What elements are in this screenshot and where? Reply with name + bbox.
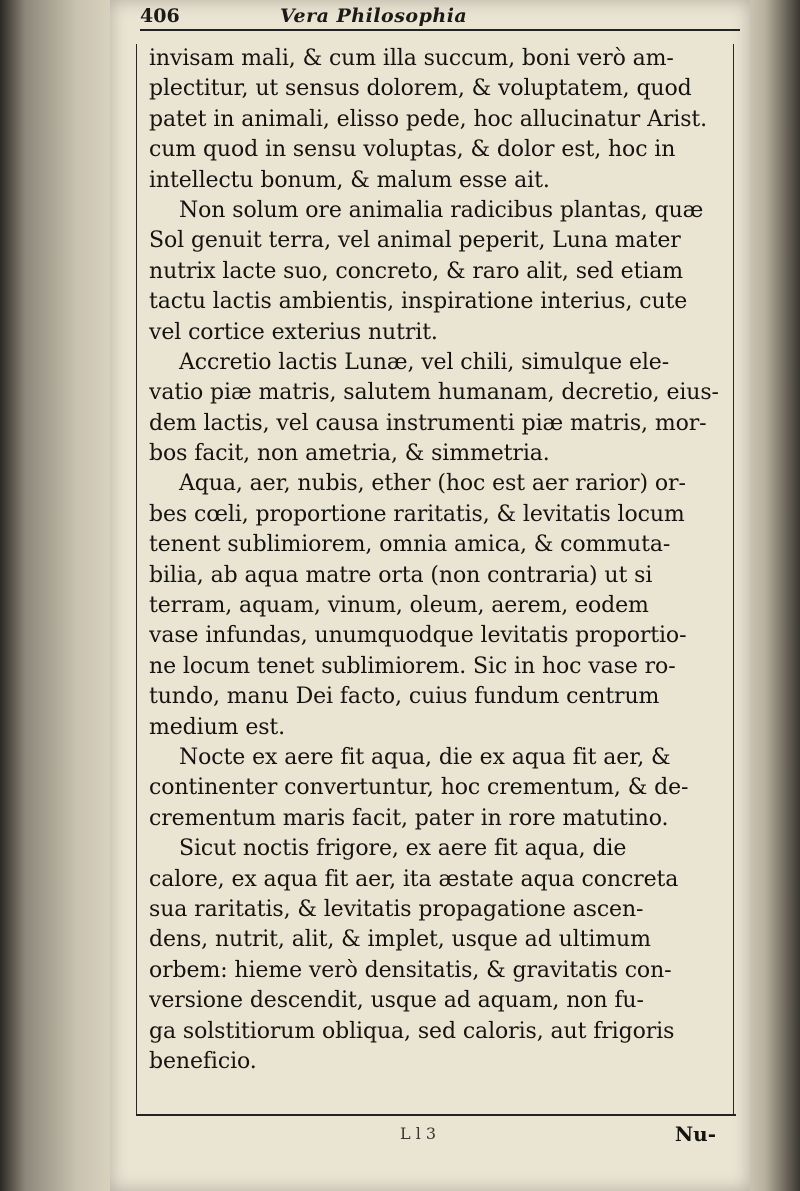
- text-line: invisam mali, & cum illa succum, boni verò am-: [149, 46, 674, 71]
- text-line: tenent sublimiorem, omnia amica, & commuta-: [149, 532, 671, 558]
- text-line: beneficio.: [149, 1048, 257, 1074]
- text-line: terram, aquam, vinum, oleum, aerem, eodem: [149, 593, 649, 619]
- running-header: [140, 5, 730, 27]
- text-line: cum quod in sensu voluptas, & dolor est, hoc in: [149, 137, 676, 163]
- paragraph-start-line: Accretio lactis Lunæ, vel chili, simulque ele-: [179, 349, 670, 375]
- text-line: bes cœli, proportione raritatis, & levitatis locum: [149, 501, 685, 527]
- text-line: calore, ex aqua fit aer, ita æstate aqua concreta: [149, 866, 679, 892]
- text-line: versione descendit, usque ad aquam, non fu-: [149, 988, 644, 1014]
- catchword: Nu-: [674, 1122, 716, 1146]
- text-line: vase infundas, unumquodque levitatis proportio-: [149, 623, 687, 649]
- text-line: bos facit, non ametria, & simmetria.: [149, 441, 550, 467]
- text-frame: [136, 44, 734, 1114]
- text-line: dem lactis, vel causa instrumenti piæ matris, mor-: [149, 410, 707, 436]
- text-line: plectitur, ut sensus dolorem, & voluptatem, quod: [149, 76, 692, 102]
- text-body: [149, 44, 725, 1077]
- book-page: [110, 0, 750, 1191]
- footer-rule: [136, 1114, 736, 1116]
- text-line: medium est.: [149, 714, 286, 740]
- paragraph-start-line: Sicut noctis frigore, ex aere fit aqua, die: [179, 836, 627, 862]
- paragraph-start-line: Aqua, aer, nubis, ether (hoc est aer rarior) or-: [179, 471, 686, 497]
- text-line: orbem: hieme verò densitatis, & gravitatis con-: [149, 957, 672, 983]
- text-line: Sol genuit terra, vel animal peperit, Luna mater: [149, 228, 681, 254]
- text-line: patet in animali, elisso pede, hoc allucinatur Arist.: [149, 106, 708, 132]
- text-line: sua raritatis, & levitatis propagatione ascen-: [149, 896, 644, 922]
- paragraph-start-line: Nocte ex aere fit aqua, die ex aqua fit aer, &: [179, 744, 671, 770]
- text-line: vatio piæ matris, salutem humanam, decretio, eius-: [149, 380, 719, 406]
- text-line: ga solstitiorum obliqua, sed caloris, aut frigoris: [149, 1018, 675, 1044]
- text-line: continenter convertuntur, hoc crementum, & de-: [149, 775, 689, 801]
- page-number: 406: [140, 5, 180, 27]
- text-line: tactu lactis ambientis, inspiratione interius, cute: [149, 289, 688, 315]
- signature-mark: L l 3: [400, 1124, 437, 1143]
- text-line: intellectu bonum, & malum esse ait.: [149, 167, 550, 193]
- text-line: tundo, manu Dei facto, cuius fundum centrum: [149, 684, 660, 710]
- text-line: nutrix lacte suo, concreto, & raro alit, sed etiam: [149, 258, 684, 284]
- text-line: ne locum tenet sublimiorem. Sic in hoc vase ro-: [149, 653, 676, 679]
- text-line: vel cortice exterius nutrit.: [149, 319, 438, 345]
- running-title: Vera Philosophia: [280, 5, 468, 27]
- text-line: crementum maris facit, pater in rore matutino.: [149, 805, 669, 831]
- text-line: bilia, ab aqua matre orta (non contraria) ut si: [149, 562, 653, 588]
- paragraph-start-line: Non solum ore animalia radicibus plantas, quæ: [179, 197, 704, 223]
- text-line: dens, nutrit, alit, & implet, usque ad ultimum: [149, 927, 651, 953]
